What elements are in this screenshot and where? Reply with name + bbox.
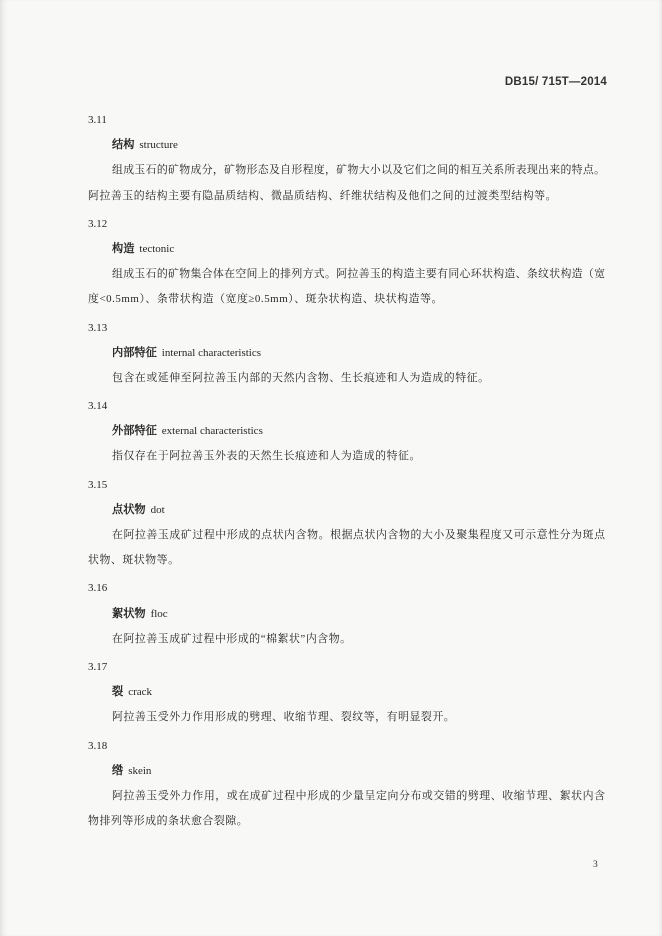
definition-line: 指仅存在于阿拉善玉外表的天然生长痕迹和人为造成的特征。 [112,450,421,463]
term-heading [112,133,662,158]
term-english: internal characteristics [161,346,262,359]
term-chinese: 外部特征 [112,425,157,438]
term-heading [112,419,662,444]
term-english: skein [128,764,152,777]
definition-line: 包含在或延伸至阿拉善玉内部的天然内含物、生长痕迹和人为造成的特征。 [112,371,490,384]
definition-line: 阿拉善玉受外力作用形成的劈理、收缩节理、裂纹等，有明显裂开。 [112,711,456,724]
term-chinese: 内部特征 [112,346,157,359]
term-english: crack [128,686,153,699]
term-english: dot [150,503,165,516]
term-chinese: 裂 [112,686,124,699]
term-english: structure [139,139,178,152]
term-heading [112,498,662,523]
term-chinese: 绺 [112,764,124,777]
term-english: external characteristics [161,425,263,438]
clause-3-14 [0,394,662,470]
definition-line: 状物、斑状物等。 [88,554,180,567]
definition-line: 在阿拉善玉成矿过程中形成的点状内含物。根据点状内含物的大小及聚集程度又可示意性分为斑点 [112,529,605,541]
clause-3-18 [0,734,662,835]
page-number: 3 [593,860,598,870]
document-body [0,108,662,834]
clause-3-17 [0,655,662,731]
clause-number: 3.15 [88,478,108,491]
definition-line: 物排列等形成的条状愈合裂隙。 [88,815,249,828]
clause-3-11 [0,108,662,209]
clause-number: 3.18 [88,739,108,752]
term-chinese: 絮状物 [112,607,146,620]
clause-3-16 [0,576,662,652]
term-heading [112,237,662,262]
document-code-header: DB15/ 715T—2014 [504,76,607,88]
definition-line: 组成玉石的矿物成分，矿物形态及自形程度，矿物大小以及它们之间的相互关系所表现出来的特点。 [112,164,605,177]
clause-3-12 [0,212,662,313]
term-english: floc [150,607,168,620]
clause-number: 3.14 [88,400,108,413]
term-chinese: 构造 [112,242,135,255]
term-heading [112,341,662,366]
term-english: tectonic [139,242,175,255]
term-heading [112,602,662,627]
definition-line: 组成玉石的矿物集合体在空间上的排列方式。阿拉善玉的构造主要有同心环状构造、条纹状构造（宽 [112,268,605,281]
definition-line: 阿拉善玉的结构主要有隐晶质结构、微晶质结构、纤维状结构及他们之间的过渡类型结构等。 [88,189,558,202]
definition-line: 在阿拉善玉成矿过程中形成的“棉絮状”内含物。 [112,632,352,645]
definition-line: 阿拉善玉受外力作用，或在成矿过程中形成的少量呈定向分布或交错的劈理、收缩节理、絮状内含 [112,789,605,802]
clause-number: 3.12 [88,217,108,230]
definition-line: 度<0.5mm）、条带状构造（宽度≥0.5mm）、斑杂状构造、块状构造等。 [88,293,443,306]
clause-number: 3.16 [88,582,108,595]
clause-3-13 [0,316,662,392]
term-heading [112,759,662,784]
clause-number: 3.13 [88,321,108,334]
term-chinese: 结构 [112,139,135,152]
term-chinese: 点状物 [112,503,146,516]
clause-number: 3.17 [88,660,108,673]
clause-3-15 [0,473,662,574]
term-heading [112,680,662,705]
clause-number: 3.11 [88,114,107,126]
